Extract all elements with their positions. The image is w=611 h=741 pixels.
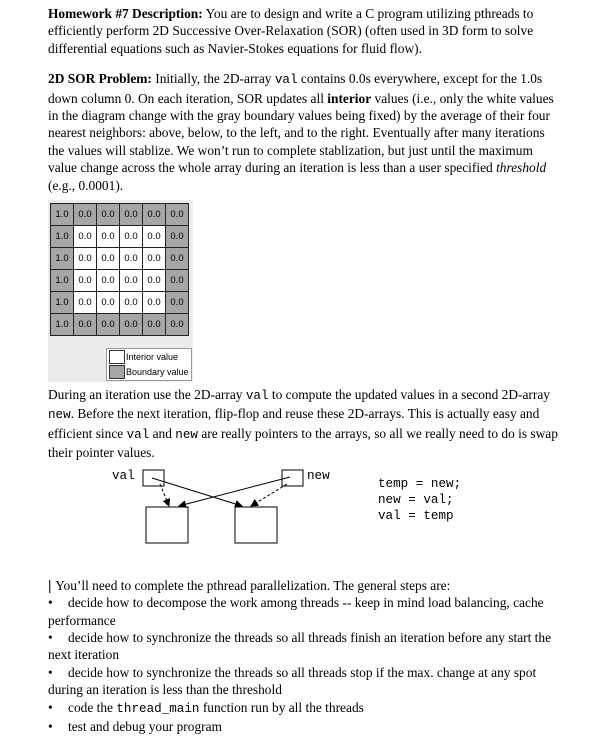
new-label: new xyxy=(307,468,330,483)
problem-paragraph xyxy=(48,70,560,194)
grid-row xyxy=(51,226,189,248)
grid-row xyxy=(51,270,189,292)
sor-grid-figure xyxy=(48,200,193,382)
text: contains 0.0s everywhere, except for the 1.0s down column 0. On each iteration, SOR updates all xyxy=(48,71,543,106)
code-line: val = temp xyxy=(378,508,454,523)
grid-row xyxy=(51,292,189,314)
interior-cell: 0.0 xyxy=(120,270,143,292)
text: During an iteration use the 2D-array xyxy=(48,387,246,403)
interior-cell: 0.0 xyxy=(74,270,97,292)
bullet-icon: • xyxy=(48,629,53,645)
legend-boundary xyxy=(107,364,191,379)
step-item xyxy=(48,699,560,718)
interior-cell: 0.0 xyxy=(74,226,97,248)
bullet-icon: • xyxy=(48,699,53,715)
pointer-swap-diagram xyxy=(100,464,500,559)
boundary-cell: 1.0 xyxy=(51,248,74,270)
boundary-cell: 1.0 xyxy=(51,292,74,314)
boundary-cell: 0.0 xyxy=(166,292,189,314)
text: decide how to synchronize the threads so all threads stop if the max. change at any spot during an iteration is less than the threshold xyxy=(48,664,537,698)
text: and xyxy=(149,425,176,441)
code-line: new = val; xyxy=(378,492,454,507)
legend-label: Interior value xyxy=(126,351,179,362)
text: are really pointers to the arrays, so all we really need to do is swap their pointer values. xyxy=(48,425,558,461)
italic-text: threshold xyxy=(496,160,547,176)
step-item xyxy=(48,594,560,629)
boundary-cell: 0.0 xyxy=(166,204,189,226)
interior-cell: 0.0 xyxy=(74,248,97,270)
interior-cell: 0.0 xyxy=(143,226,166,248)
text: code the xyxy=(68,699,117,715)
steps-intro xyxy=(48,577,560,594)
text: decide how to synchronize the threads so all threads finish an iteration before any start the next iteration xyxy=(48,629,552,663)
interior-cell: 0.0 xyxy=(143,292,166,314)
code-line: temp = new; xyxy=(378,476,462,491)
boundary-cell: 0.0 xyxy=(166,226,189,248)
interior-cell: 0.0 xyxy=(74,292,97,314)
intro-heading: Homework #7 Description: xyxy=(48,6,203,21)
boundary-cell: 1.0 xyxy=(51,314,74,336)
array-a-box xyxy=(146,507,188,543)
boundary-cell: 0.0 xyxy=(97,204,120,226)
boundary-cell: 1.0 xyxy=(51,226,74,248)
document xyxy=(48,0,560,741)
sor-grid xyxy=(50,203,189,336)
boundary-cell: 0.0 xyxy=(120,204,143,226)
legend-label: Boundary value xyxy=(126,366,189,377)
code: val xyxy=(126,427,150,442)
text: You’ll need to complete the pthread parallelization. The general steps are: xyxy=(55,577,451,593)
bullet-icon: • xyxy=(48,718,53,734)
swap-code xyxy=(378,476,461,524)
boundary-cell: 0.0 xyxy=(97,314,120,336)
boundary-cell: 0.0 xyxy=(143,204,166,226)
boundary-cell: 0.0 xyxy=(166,270,189,292)
boundary-cell: 0.0 xyxy=(166,248,189,270)
val-label: val xyxy=(112,468,135,483)
interior-cell: 0.0 xyxy=(143,248,166,270)
intro-text: You are to design and write a C program utilizing pthreads to efficiently perform 2D Successive Over-Relaxation (SOR) (often used in 3D form to solve differential equations such as Navier-Stokes equations for fluid flow). xyxy=(48,6,534,56)
legend-interior xyxy=(107,349,191,364)
step-item xyxy=(48,629,560,664)
interior-swatch xyxy=(109,350,125,364)
grid-row xyxy=(51,204,189,226)
dashed-arrow xyxy=(160,484,169,506)
step-item xyxy=(48,664,560,699)
text: . Before the next iteration, flip-flop and reuse these 2D-arrays. This is actually easy and efficient since xyxy=(48,406,540,441)
code: thread_main xyxy=(116,701,200,716)
bold-text: interior xyxy=(327,90,372,106)
step-item xyxy=(48,718,560,735)
boundary-cell: 0.0 xyxy=(74,314,97,336)
text: function run by all the threads xyxy=(199,699,364,715)
legend xyxy=(106,348,192,381)
boundary-cell: 0.0 xyxy=(74,204,97,226)
interior-cell: 0.0 xyxy=(120,248,143,270)
interior-cell: 0.0 xyxy=(97,226,120,248)
text: decide how to decompose the work among threads -- keep in mind load balancing, cache performance xyxy=(48,595,544,628)
grid-row xyxy=(51,314,189,336)
dashed-arrow xyxy=(251,484,287,506)
interior-cell: 0.0 xyxy=(97,248,120,270)
text: test and debug your program xyxy=(68,718,222,734)
code: new xyxy=(48,408,71,423)
interior-cell: 0.0 xyxy=(143,270,166,292)
text: (e.g., 0.0001). xyxy=(48,177,124,193)
interior-cell: 0.0 xyxy=(120,292,143,314)
boundary-cell: 1.0 xyxy=(51,270,74,292)
boundary-cell: 0.0 xyxy=(120,314,143,336)
text: Initially, the 2D-array xyxy=(151,71,275,87)
code: new xyxy=(175,427,198,442)
grid-row xyxy=(51,248,189,270)
intro-paragraph xyxy=(48,5,560,57)
text: values (i.e., only the white values in the diagram change with the gray boundary values being fixed) by the average of their four nearest neighbors: above, below, to the left, and to the right. Eventually after many iterations the values will stablize. We won’t run to complete stablization, but just until the maximum value change across the whole array during an iteration is less than a user specified xyxy=(48,90,554,176)
boundary-swatch xyxy=(109,365,125,379)
boundary-cell: 0.0 xyxy=(143,314,166,336)
interior-cell: 0.0 xyxy=(120,226,143,248)
problem-heading: 2D SOR Problem: xyxy=(48,71,152,87)
array-b-box xyxy=(235,507,277,543)
interior-cell: 0.0 xyxy=(97,292,120,314)
boundary-cell: 0.0 xyxy=(166,314,189,336)
steps-section xyxy=(48,577,560,741)
boundary-cell: 1.0 xyxy=(51,204,74,226)
iteration-paragraph xyxy=(48,386,560,462)
bullet-icon: • xyxy=(48,664,53,680)
interior-cell: 0.0 xyxy=(97,270,120,292)
bullet-icon: • xyxy=(48,595,53,611)
code: val xyxy=(245,389,269,404)
text: to compute the updated values in a second 2D-array xyxy=(268,387,550,403)
cursor-bar: | xyxy=(48,577,56,593)
code: val xyxy=(274,73,298,88)
